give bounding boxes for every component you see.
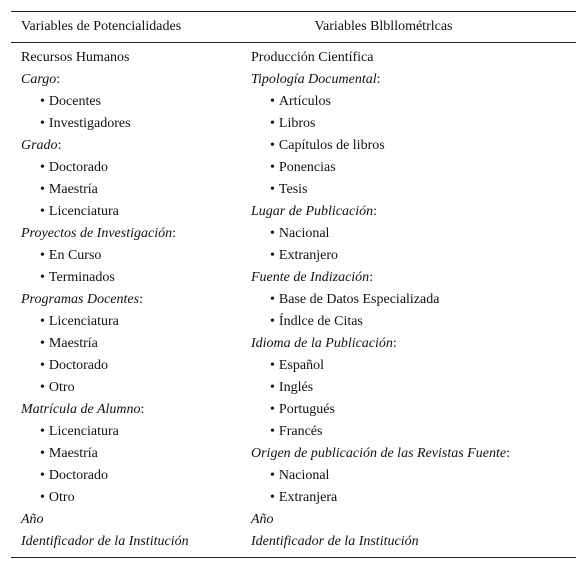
category-suffix: :	[172, 226, 176, 241]
list-item-label: Doctorado	[48, 468, 108, 483]
bullet-icon: •	[270, 402, 275, 417]
bullet-icon: •	[270, 116, 275, 131]
list-item-label: Nacional	[278, 226, 330, 241]
category-heading	[251, 333, 576, 355]
bullet-icon: •	[270, 292, 275, 307]
bullet-icon: •	[40, 94, 45, 109]
bullet-icon: •	[40, 314, 45, 329]
list-item	[251, 311, 576, 333]
list-item-label: Maestría	[48, 446, 98, 461]
category-suffix: :	[57, 138, 62, 153]
bullet-icon: •	[40, 248, 45, 263]
category-heading	[21, 135, 251, 157]
list-item	[251, 487, 576, 509]
category-suffix: :	[392, 336, 397, 351]
list-item-label: Docentes	[48, 94, 101, 109]
category-suffix: :	[376, 72, 381, 87]
category-label: Grado	[21, 138, 58, 153]
bullet-icon: •	[270, 226, 275, 241]
list-item	[21, 355, 251, 377]
category-heading	[251, 267, 576, 289]
list-item	[251, 179, 576, 201]
list-item	[251, 421, 576, 443]
list-item-label: Francés	[278, 424, 323, 439]
category-suffix: :	[506, 446, 510, 461]
category-suffix: :	[139, 292, 143, 307]
list-item	[251, 355, 576, 377]
list-item-label: Doctorado	[48, 160, 108, 175]
category-heading	[21, 531, 251, 553]
list-item-label: Tesis	[278, 182, 308, 197]
list-item-label: Licenciatura	[48, 204, 119, 219]
bullet-icon: •	[270, 138, 275, 153]
bullet-icon: •	[40, 270, 45, 285]
category-suffix: :	[369, 270, 374, 285]
list-item-label: Capítulos de libros	[278, 138, 385, 153]
category-heading	[21, 223, 251, 245]
list-item	[251, 113, 576, 135]
bullet-icon: •	[40, 424, 45, 439]
bullet-icon: •	[270, 314, 275, 329]
category-suffix: :	[56, 72, 61, 87]
table-body	[11, 43, 576, 553]
list-item	[251, 465, 576, 487]
list-item-label: Portugués	[278, 402, 335, 417]
table-header	[11, 12, 576, 43]
category-suffix: :	[140, 402, 145, 417]
list-item	[21, 443, 251, 465]
category-heading	[251, 509, 576, 531]
list-item-label: Libros	[278, 116, 316, 131]
list-item	[21, 465, 251, 487]
bullet-icon: •	[270, 160, 275, 175]
list-item-label: Nacional	[278, 468, 330, 483]
category-heading	[21, 509, 251, 531]
category-heading	[251, 443, 576, 465]
bullet-icon: •	[270, 468, 275, 483]
bullet-icon: •	[270, 490, 275, 505]
category-label: Tipología Documental	[251, 72, 377, 87]
bullet-icon: •	[40, 160, 45, 175]
bullet-icon: •	[270, 182, 275, 197]
category-label: Fuente de Indización	[251, 270, 370, 285]
list-item-label: Investigadores	[48, 116, 131, 131]
category-heading	[251, 531, 576, 553]
category-label: Idioma de la Publicación	[251, 336, 393, 351]
list-item	[21, 377, 251, 399]
bullet-icon: •	[40, 446, 45, 461]
header-potencialidades: Variables de Potencialidades	[21, 19, 182, 34]
list-item-label: Extranjero	[278, 248, 338, 263]
bullet-icon: •	[40, 468, 45, 483]
bullet-icon: •	[40, 204, 45, 219]
list-item-label: Doctorado	[48, 358, 108, 373]
category-label: Origen de publicación de las Revistas Fuente	[251, 446, 507, 461]
list-item-label: En Curso	[48, 248, 102, 263]
list-item	[21, 113, 251, 135]
bullet-icon: •	[40, 490, 45, 505]
bullet-icon: •	[270, 424, 275, 439]
category-heading	[21, 69, 251, 91]
section-heading: Recursos Humanos	[21, 50, 130, 65]
list-item-label: Otro	[48, 490, 75, 505]
category-label: Matrícula de Alumno	[21, 402, 141, 417]
list-item-label: Licenciatura	[48, 314, 119, 329]
list-item	[251, 289, 576, 311]
bullet-icon: •	[270, 94, 275, 109]
list-item	[21, 311, 251, 333]
list-item-label: Maestría	[48, 336, 98, 351]
list-item	[21, 245, 251, 267]
category-label: Lugar de Publicación	[251, 204, 374, 219]
bullet-icon: •	[40, 380, 45, 395]
category-heading	[21, 399, 251, 421]
list-item	[251, 223, 576, 245]
list-item	[21, 91, 251, 113]
category-heading	[251, 69, 576, 91]
list-item	[21, 201, 251, 223]
list-item-label: Licenciatura	[48, 424, 119, 439]
list-item	[21, 487, 251, 509]
list-item-label: Artículos	[278, 94, 332, 109]
column-potencialidades	[11, 47, 251, 553]
list-item-label: Otro	[48, 380, 75, 395]
list-item	[21, 333, 251, 355]
category-suffix: :	[373, 204, 377, 219]
list-item-label: Índlce de Citas	[278, 314, 363, 329]
list-item	[251, 399, 576, 421]
category-label: Año	[21, 512, 44, 527]
section-heading: Producción Científica	[251, 50, 374, 65]
bullet-icon: •	[40, 182, 45, 197]
list-item	[21, 267, 251, 289]
column-bibliometricas	[251, 47, 576, 553]
category-label: Cargo	[21, 72, 57, 87]
category-label: Identificador de la Institución	[251, 534, 419, 549]
list-item	[251, 135, 576, 157]
bullet-icon: •	[270, 358, 275, 373]
list-item	[251, 245, 576, 267]
list-item-label: Español	[278, 358, 325, 373]
list-item-label: Inglés	[278, 380, 314, 395]
list-item	[251, 157, 576, 179]
variables-table	[11, 11, 576, 558]
list-item-label: Base de Datos Especializada	[278, 292, 440, 307]
list-item	[21, 157, 251, 179]
table-bottom-rule	[11, 557, 576, 558]
bullet-icon: •	[40, 336, 45, 351]
list-item-label: Terminados	[48, 270, 115, 285]
bullet-icon: •	[40, 116, 45, 131]
list-item-label: Ponencias	[278, 160, 336, 175]
header-bibliometricas: Variables Blbllométrlcas	[314, 19, 453, 34]
list-item	[21, 421, 251, 443]
category-label: Programas Docentes	[21, 292, 140, 307]
bullet-icon: •	[40, 358, 45, 373]
category-label: Año	[251, 512, 274, 527]
bullet-icon: •	[270, 248, 275, 263]
list-item	[251, 91, 576, 113]
category-heading	[21, 289, 251, 311]
category-label: Proyectos de Investigación	[21, 226, 173, 241]
category-heading	[251, 201, 576, 223]
category-label: Identificador de la Institución	[21, 534, 189, 549]
list-item	[21, 179, 251, 201]
list-item-label: Extranjera	[278, 490, 338, 505]
list-item-label: Maestría	[48, 182, 98, 197]
list-item	[251, 377, 576, 399]
bullet-icon: •	[270, 380, 275, 395]
